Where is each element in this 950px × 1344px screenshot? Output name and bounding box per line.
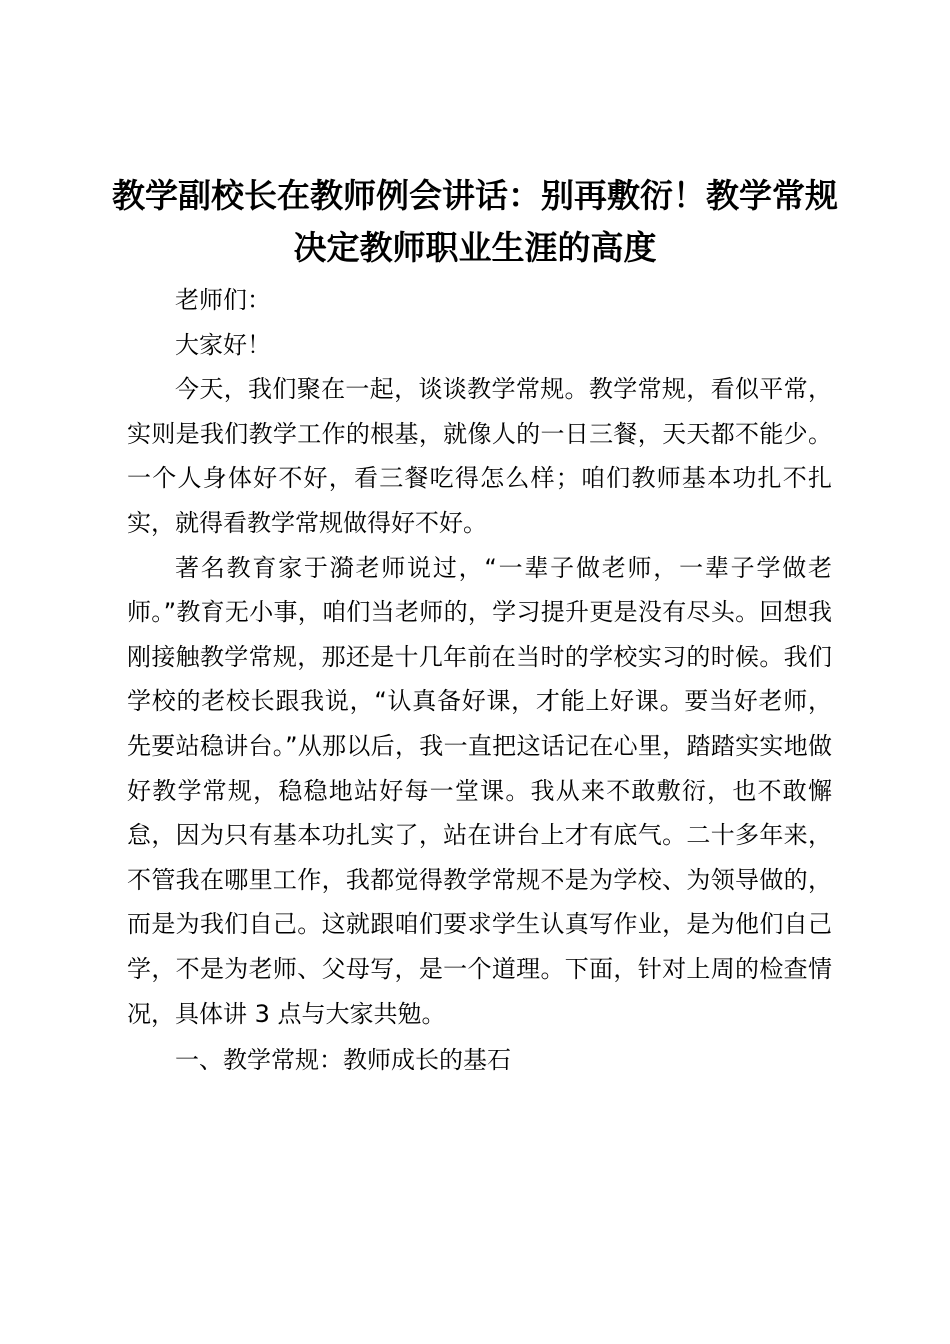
document-title: 教学副校长在教师例会讲话：别再敷衍！教学常规决定教师职业生涯的高度	[112, 176, 838, 267]
document-body	[127, 278, 832, 1083]
section-heading: 一、教学常规：教师成长的基石	[175, 1046, 511, 1075]
salutation: 老师们：	[175, 286, 271, 314]
greeting: 大家好！	[175, 330, 271, 359]
paragraph-intro: 今天，我们聚在一起，谈谈教学常规。教学常规，看似平常，实则是我们教学工作的根基，就像人的一日三餐，天天都不能少。一个人身体好不好，看三餐吃得怎么样；咱们教师基本功扎不扎实，就得看教学常规做得好不好。	[127, 375, 832, 537]
paragraph-story: 著名教育家于漪老师说过，“一辈子做老师，一辈子学做老师。”教育无小事，咱们当老师的，学习提升更是没有尽头。回想我刚接触教学常规，那还是十几年前在当时的学校实习的时候。我们学校的老校长跟我说，“认真备好课，才能上好课。要当好老师，先要站稳讲台。”从那以后，我一直把这话记在心里，踏踏实实地做好教学常规，稳稳地站好每一堂课。我从来不敢敷衍，也不敢懈怠，因为只有基本功扎实了，站在讲台上才有底气。二十多年来，不管我在哪里工作，我都觉得教学常规不是为学校、为领导做的，而是为我们自己。这就跟咱们要求学生认真写作业，是为他们自己学，不是为老师、父母写，是一个道理。下面，针对上周的检查情况，具体讲 3 点与大家共勉。	[127, 553, 832, 1028]
